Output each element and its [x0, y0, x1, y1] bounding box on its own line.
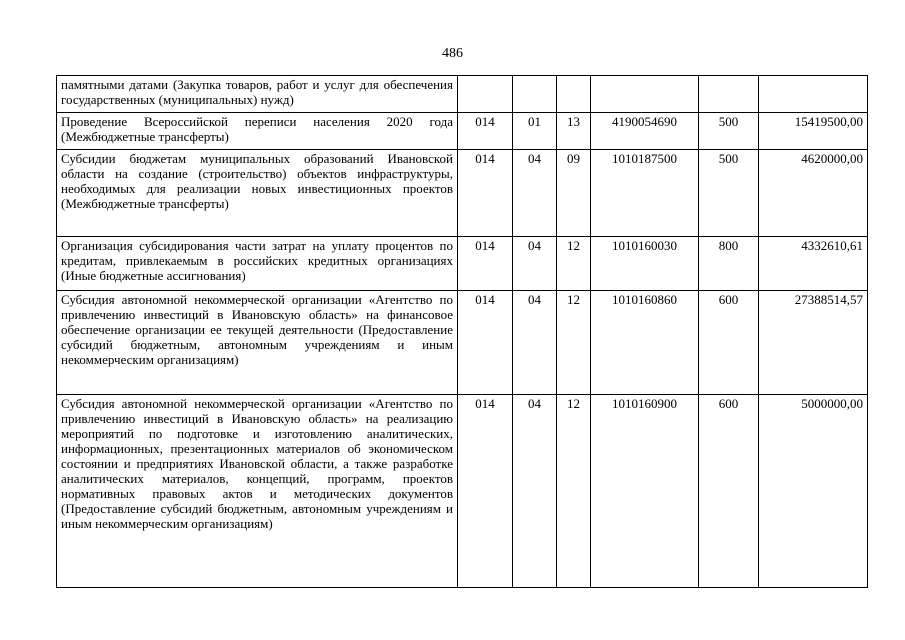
amount: 4620000,00	[759, 150, 868, 237]
table-row	[57, 291, 868, 395]
target-article-code: 1010160900	[591, 395, 699, 588]
subsection-code: 13	[557, 113, 591, 150]
admin-code: 014	[458, 395, 513, 588]
section-code	[513, 76, 557, 113]
expense-type-code: 600	[699, 291, 759, 395]
target-article-code: 1010160030	[591, 237, 699, 291]
section-code: 01	[513, 113, 557, 150]
section-code: 04	[513, 395, 557, 588]
target-article-code: 1010187500	[591, 150, 699, 237]
expense-type-code: 800	[699, 237, 759, 291]
section-code: 04	[513, 150, 557, 237]
subsection-code: 09	[557, 150, 591, 237]
table-row	[57, 113, 868, 150]
amount: 4332610,61	[759, 237, 868, 291]
expense-description: Субсидии бюджетам муниципальных образований Ивановской области на создание (строительство) объектов инфраструктуры, необходимых для реализации новых инвестиционных проектов (Межбюджетные трансферты)	[57, 150, 458, 237]
table-row	[57, 150, 868, 237]
amount: 15419500,00	[759, 113, 868, 150]
admin-code: 014	[458, 237, 513, 291]
admin-code: 014	[458, 113, 513, 150]
expense-description: Проведение Всероссийской переписи населения 2020 года (Межбюджетные трансферты)	[57, 113, 458, 150]
budget-table	[56, 75, 868, 588]
subsection-code: 12	[557, 237, 591, 291]
table-row	[57, 395, 868, 588]
expense-description: Субсидия автономной некоммерческой организации «Агентство по привлечению инвестиций в Ивановскую область» на реализацию мероприятий по подготовке и изготовлению аналитических, информационных, презентационных материалов об экономическом состоянии и предприятиях Ивановской области, а также разработке аналитических материалов, концепций, программ, проектов нормативных правовых актов и методических документов (Предоставление субсидий бюджетным, автономным учреждениям и иным некоммерческим организациям)	[57, 395, 458, 588]
expense-type-code: 500	[699, 113, 759, 150]
expense-description: Субсидия автономной некоммерческой организации «Агентство по привлечению инвестиций в Ивановскую область» на финансовое обеспечение организации ее текущей деятельности (Предоставление субсидий бюджетным, автономным учреждениям и иным некоммерческим организациям)	[57, 291, 458, 395]
target-article-code	[591, 76, 699, 113]
amount: 27388514,57	[759, 291, 868, 395]
section-code: 04	[513, 237, 557, 291]
table-row	[57, 76, 868, 113]
expense-type-code: 500	[699, 150, 759, 237]
page-number: 486	[442, 46, 463, 61]
amount	[759, 76, 868, 113]
admin-code: 014	[458, 150, 513, 237]
subsection-code: 12	[557, 395, 591, 588]
target-article-code: 4190054690	[591, 113, 699, 150]
expense-description: Организация субсидирования части затрат на уплату процентов по кредитам, привлекаемым в российских кредитных организациях (Иные бюджетные ассигнования)	[57, 237, 458, 291]
admin-code: 014	[458, 291, 513, 395]
expense-type-code: 600	[699, 395, 759, 588]
table-row	[57, 237, 868, 291]
target-article-code: 1010160860	[591, 291, 699, 395]
subsection-code: 12	[557, 291, 591, 395]
admin-code	[458, 76, 513, 113]
expense-type-code	[699, 76, 759, 113]
section-code: 04	[513, 291, 557, 395]
amount: 5000000,00	[759, 395, 868, 588]
expense-description: памятными датами (Закупка товаров, работ и услуг для обеспечения государственных (муниципальных) нужд)	[57, 76, 458, 113]
subsection-code	[557, 76, 591, 113]
